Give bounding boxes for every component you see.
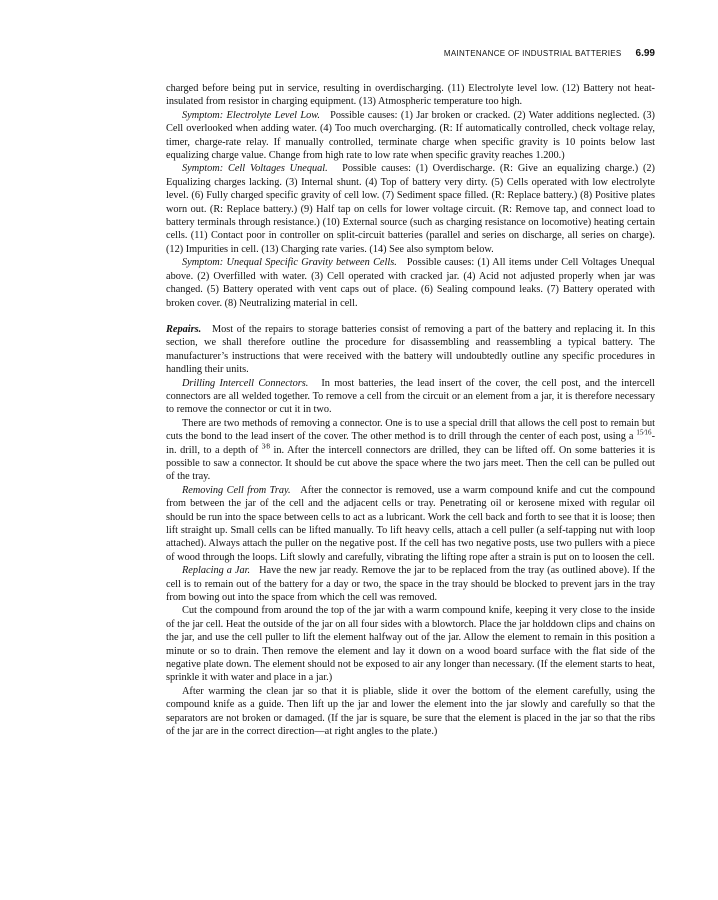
- paragraph-connector-removal-methods: [166, 417, 655, 484]
- paragraph-text: Possible causes: (1) All items under Cell Voltages Unequal above. (2) Overfilled with water. (3) Cell operated with cracked jar. (4) Acid not adjusted properly when jar was changed. (5) Battery operated with vent caps out of place. (6) Sealing compound leaks. (7) Battery operated with broken cover. (8) Neutralizing material in cell.: [166, 257, 655, 309]
- paragraph-text: Possible causes: (1) Jar broken or cracked. (2) Water additions neglected. (3) Cell overlooked when adding water. (4) Too much overcharging. (R: If automatically controlled, check voltage relay, timer, charge-rate relay. If manually controlled, terminate charge when specific gravity is 10 points below last equalizing charge value. Change from high rate to low rate when specific gravity reaches 1.200.): [166, 109, 655, 162]
- fraction-drill-size: 15⁄16: [636, 428, 652, 437]
- paragraph-text: After the connector is removed, use a warm compound knife and cut the compound from between the jar of the cell and the adjacent cells or tray. Penetrating oil or kerosene mixed with regular oil should be run into the space between cells to act as a lubricant. Work the cell back and forth to see that it is loose; then lift straight up. Small cells can be lifted manually. To lift heavy cells, attach a cell puller (a self-tapping nut with loop attached). Always attach the puller on the negative post. If the cell has two negative posts, use two pullers with a piece of wood through the loops. Lift slowly and carefully, vibrating the lifting rope after a strain is put on to loosen the cell.: [166, 484, 655, 563]
- paragraph-text: Cut the compound from around the top of the jar with a warm compound knife, keeping it very close to the inside of the jar cell. Heat the outside of the jar on all four sides with a blowtorch. Place the jar holddown clips and chains on the jar, and use the cell puller to lift the element halfway out of the jar. Allow the element to remain in this position a minute or so to drain. Then remove the element and lay it down on a wood board surface with the flat side of the negative plate down. The element should not be exposed to air any longer than necessary. (If the element starts to heat, sprinkle it with water and place in a jar.): [166, 605, 655, 684]
- paragraph-text: In most batteries, the lead insert of the cover, the cell post, and the intercell connectors are all welded together. To remove a cell from the circuit or an element from a jar, it is therefore necessary to remove the connector or cut it in two.: [166, 377, 655, 416]
- subsection-heading: Replacing a Jar.: [182, 565, 251, 577]
- paragraph-unequal-specific-gravity: [166, 256, 655, 310]
- paragraph-text: in. After the intercell connectors are drilled, they can be lifted off. On some batteries it is possible to saw a connector. It should be cut above the space where the two jars meet. Then the cell can be pulled out of the tray.: [166, 444, 655, 483]
- subsection-heading: Removing Cell from Tray.: [182, 484, 291, 496]
- symptom-heading: Symptom: Cell Voltages Unequal.: [182, 163, 328, 175]
- page-number: 6.99: [635, 48, 655, 59]
- running-title: MAINTENANCE OF INDUSTRIAL BATTERIES: [443, 49, 622, 58]
- fraction-drill-depth: 3⁄8: [261, 442, 270, 451]
- paragraph-text: Most of the repairs to storage batteries consist of removing a part of the battery and replacing it. In this section, we shall therefore outline the procedure for disassembling and reassembling a typical battery. The manufacturer’s instructions that were received with the battery will undoubtedly outline any specific procedures in handling their units.: [166, 323, 655, 376]
- paragraph-warming-jar: [166, 685, 655, 739]
- symptom-heading: Symptom: Electrolyte Level Low.: [182, 109, 320, 121]
- paragraph-text: There are two methods of removing a connector. One is to use a special drill that allows the cell post to remain but cuts the bond to the lead insert of the cover. The other method is to drill through the center of each post, using a: [166, 417, 655, 443]
- subsection-heading: Drilling Intercell Connectors.: [182, 377, 309, 389]
- body-text: [166, 82, 655, 739]
- paragraph-cell-voltages-unequal: [166, 162, 655, 256]
- paragraph-text: After warming the clean jar so that it is pliable, slide it over the bottom of the element carefully, using the compound knife as a guide. Then lift up the jar and lower the element into the jar slowly and carefully so that the separators are not broken or damaged. (If the jar is square, be sure that the element is placed in the jar so that the ribs of the jar are in the correct direction—at right angles to the plate.): [166, 685, 655, 738]
- paragraph-text: -in. drill, to a depth of: [166, 431, 655, 456]
- paragraph-continued: [166, 82, 655, 109]
- paragraph-replacing-a-jar: [166, 564, 655, 604]
- paragraph-removing-cell-from-tray: [166, 484, 655, 564]
- paragraph-text: Possible causes: (1) Overdischarge. (R: Give an equalizing charge.) (2) Equalizing charges lacking. (3) Internal shunt. (4) Top of battery very dirty. (5) Cells operated with low electrolyte level. (6) Fully charged specific gravity of cell low. (7) Sediment space filled. (R: Replace battery.) (8) Positive plates worn out. (R: Replace battery.) (9) Half tap on cells for lower voltage circuit. (R: Remove tap, and connect load to battery terminals through resistance.) (10) External source (such as charging resistance on locomotive) heating certain cells. (11) Contact poor in controller on split-circuit batteries (parallel and series on discharge, all series on charge). (12) Impurities in cell. (13) Charging rate varies. (14) See also symptom below.: [166, 163, 655, 255]
- symptom-heading: Symptom: Unequal Specific Gravity between Cells.: [182, 257, 397, 269]
- paragraph-repairs: [166, 323, 655, 377]
- paragraph-text: charged before being put in service, resulting in overdischarging. (11) Electrolyte level low. (12) Battery not heat-insulated from resistor in charging equipment. (13) Atmospheric temperature too high.: [166, 83, 655, 108]
- paragraph-text: Have the new jar ready. Remove the jar to be replaced from the tray (as outlined above). If the cell is to remain out of the battery for a day or two, the space in the tray should be blocked to prevent jars in the tray from bowing out into the space from which the cell was removed.: [166, 565, 655, 604]
- running-header: [166, 48, 655, 59]
- section-heading-repairs: Repairs.: [166, 323, 202, 335]
- paragraph-electrolyte-level-low: [166, 109, 655, 163]
- paragraph-cut-compound: [166, 604, 655, 684]
- paragraph-drilling-intercell-connectors: [166, 377, 655, 417]
